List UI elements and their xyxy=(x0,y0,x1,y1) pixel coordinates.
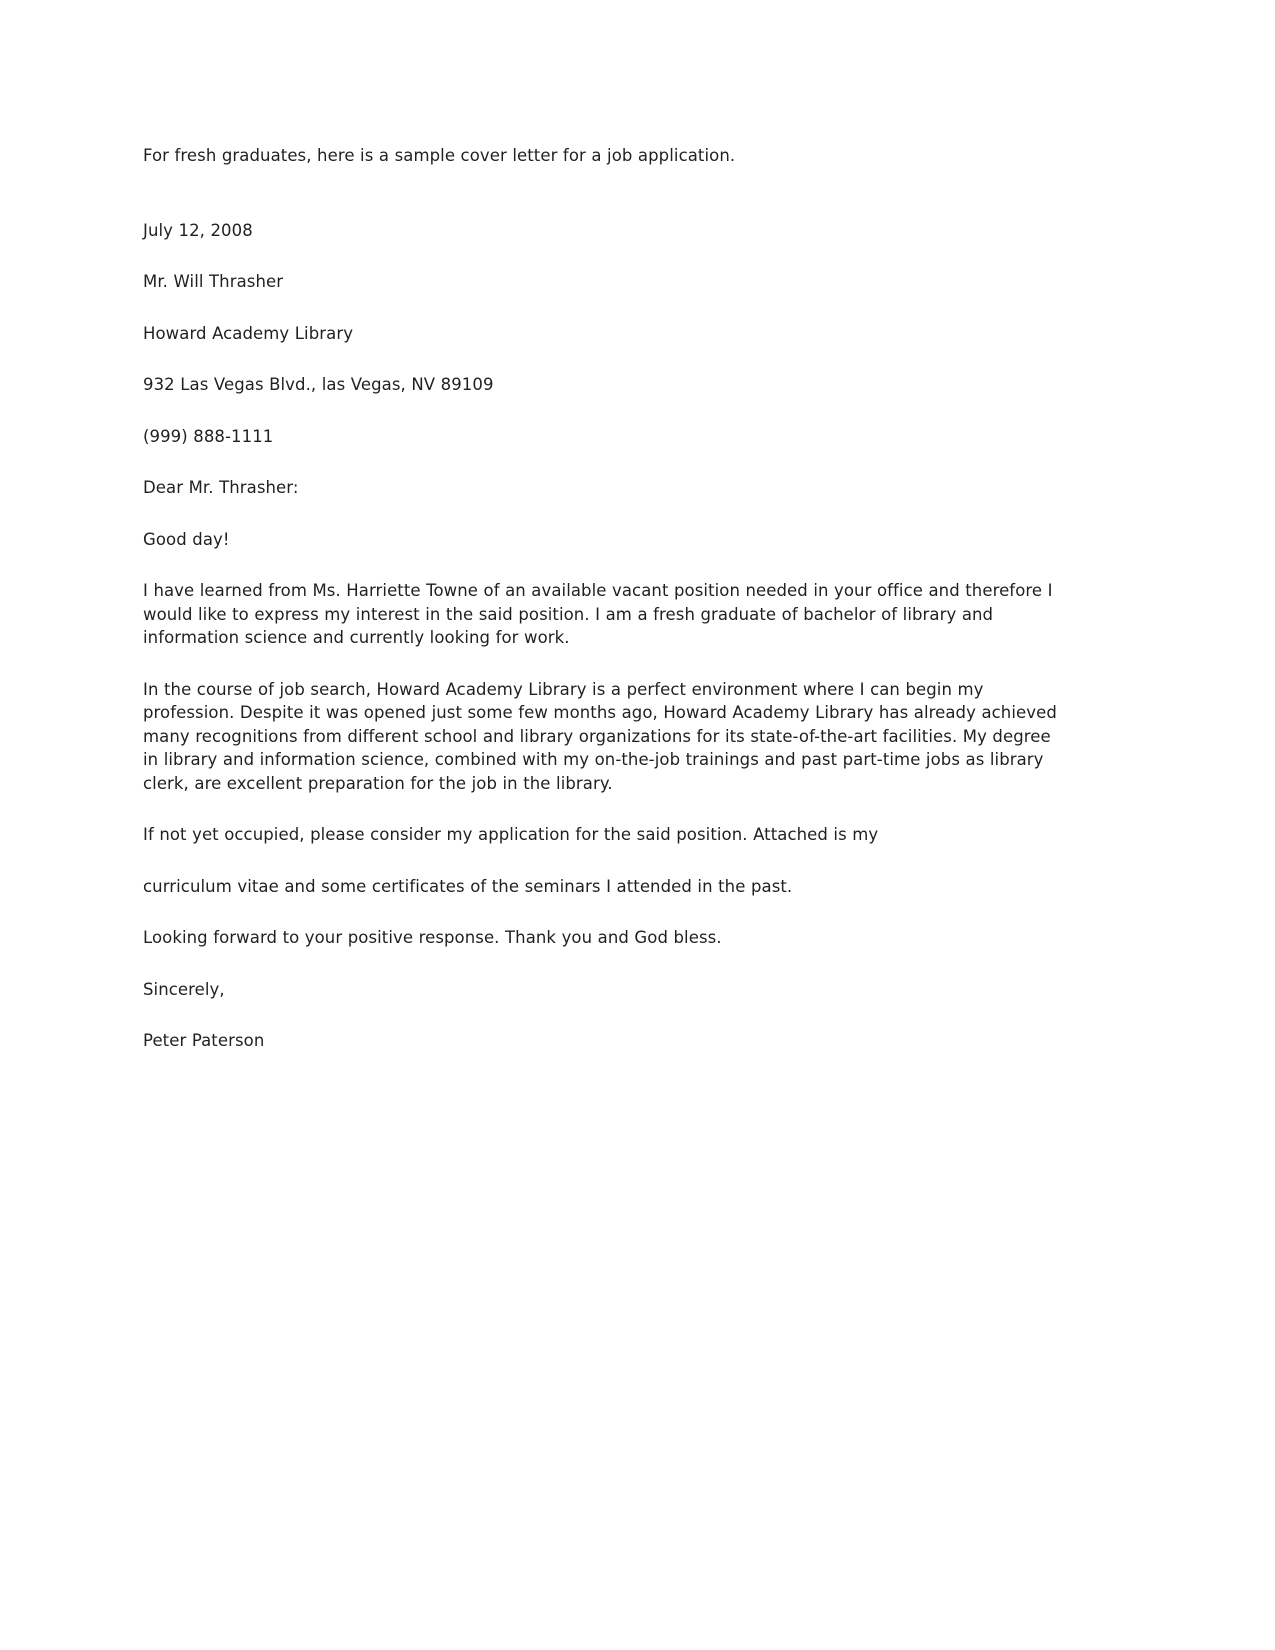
body-paragraph-4: curriculum vitae and some certificates of the seminars I attended in the past. xyxy=(143,876,793,896)
intro-note: For fresh graduates, here is a sample cover letter for a job application. xyxy=(143,146,736,165)
letter-date: July 12, 2008 xyxy=(143,220,253,240)
body-paragraph-5: Looking forward to your positive response. Thank you and God bless. xyxy=(143,928,722,947)
letter-body xyxy=(143,144,1069,1053)
greeting: Good day! xyxy=(143,529,230,549)
salutation: Dear Mr. Thrasher: xyxy=(143,478,299,497)
recipient-name: Mr. Will Thrasher xyxy=(143,272,284,291)
body-paragraph-1: I have learned from Ms. Harriette Towne of an available vacant position needed in your office and therefore I would like to express my interest in the said position. I am a fresh graduate of bachelor of library and information science and currently looking for work. xyxy=(143,581,1053,647)
body-paragraph-3: If not yet occupied, please consider my application for the said position. Attached is my xyxy=(143,825,879,844)
recipient-address: 932 Las Vegas Blvd., las Vegas, NV 89109 xyxy=(143,375,494,394)
closing: Sincerely, xyxy=(143,979,225,999)
signature-name: Peter Paterson xyxy=(143,1031,265,1050)
recipient-organization: Howard Academy Library xyxy=(143,323,354,343)
body-paragraph-2: In the course of job search, Howard Academy Library is a perfect environment where I can begin my profession. Despite it was opened just some few months ago, Howard Academy Library has already achieved many recognitions from different school and library organizations for its state-of-the-art facilities. My degree in library and information science, combined with my on-the-job trainings and past part-time jobs as library clerk, are excellent preparation for the job in the library. xyxy=(143,679,1057,793)
recipient-phone: (999) 888-1111 xyxy=(143,426,274,446)
